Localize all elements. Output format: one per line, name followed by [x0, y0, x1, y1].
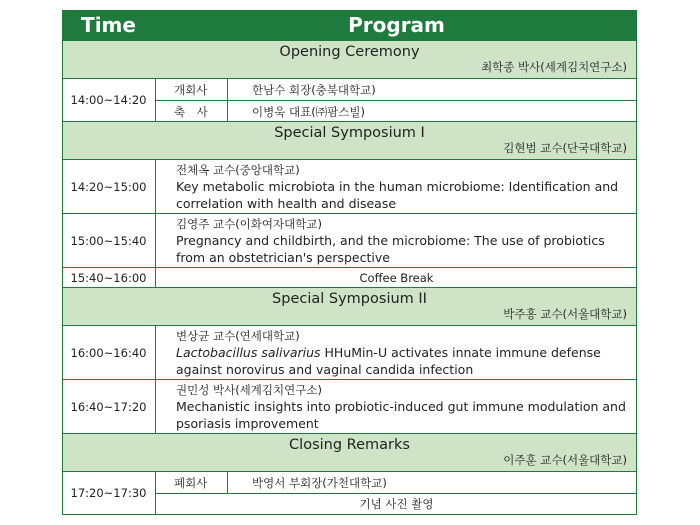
symposium1-section	[62, 122, 637, 159]
vline-opening	[155, 78, 156, 122]
opening-title: Opening Ceremony	[279, 44, 420, 60]
symposium1-title: Special Symposium I	[274, 125, 425, 141]
symposium2-title: Special Symposium II	[272, 291, 427, 307]
talk3-time: 16:00~16:40	[70, 345, 147, 360]
talk4-title-2: psoriasis improvement	[176, 416, 319, 431]
hline	[62, 471, 637, 472]
vline-header	[155, 10, 156, 41]
hline	[62, 325, 637, 326]
closing-time: 17:20~17:30	[70, 486, 147, 500]
hline	[62, 287, 637, 288]
talk4-time: 16:40~17:20	[70, 399, 147, 414]
opening-role-2: 축 사	[174, 105, 208, 119]
talk3-speaker: 변상균 교수(연세대학교)	[176, 329, 300, 343]
hline	[62, 78, 637, 79]
coffee-label: Coffee Break	[359, 270, 434, 285]
hline	[62, 213, 637, 214]
talk2-title-2: from an obstetrician's perspective	[176, 250, 390, 265]
hline	[62, 40, 637, 41]
vline-sym1	[155, 159, 156, 288]
vline-sym2	[155, 325, 156, 434]
opening-chair: 최학종 박사(세계김치연구소)	[481, 60, 627, 74]
symposium2-section	[62, 288, 637, 325]
hline	[62, 121, 637, 122]
hline	[62, 159, 637, 160]
border-outer-right	[636, 10, 637, 515]
closing-person: 박영서 부회장(가천대학교)	[252, 476, 387, 490]
talk2-time: 15:00~15:40	[70, 233, 147, 248]
coffee-time: 15:40~16:00	[70, 270, 147, 285]
vline-opening-role	[227, 78, 228, 122]
opening-person-2: 이병욱 대표(㈜팜스빌)	[252, 105, 365, 119]
symposium2-chair: 박주홍 교수(서울대학교)	[503, 307, 627, 321]
hline-inner	[156, 100, 637, 101]
time-header: Time	[62, 10, 155, 40]
opening-time: 14:00~14:20	[70, 93, 147, 107]
talk3-title-1	[176, 344, 601, 361]
closing-chair: 이주훈 교수(서울대학교)	[503, 453, 627, 467]
border-outer-bottom	[62, 514, 637, 515]
talk1-title-1: Key metabolic microbiota in the human microbiome: Identification and	[176, 179, 619, 194]
talk3-title-rest: HHuMin-U activates innate immune defense	[320, 345, 601, 360]
closing-role: 폐회사	[174, 476, 208, 490]
hline	[62, 379, 637, 380]
talk3-title-italic: Lactobacillus salivarius	[176, 345, 321, 360]
talk1-speaker: 전체옥 교수(중앙대학교)	[176, 163, 300, 177]
talk4-title-1: Mechanistic insights into probiotic-induced gut immune modulation and	[176, 399, 626, 414]
program-header: Program	[156, 10, 637, 40]
hline	[62, 267, 637, 268]
talk4-speaker: 권민성 박사(세계김치연구소)	[176, 383, 322, 397]
closing-section	[62, 434, 637, 471]
talk3-title-2: against norovirus and vaginal candida infection	[176, 362, 474, 377]
hline	[62, 433, 637, 434]
talk1-time: 14:20~15:00	[70, 179, 147, 194]
opening-person-1: 한남수 회장(충북대학교)	[252, 83, 376, 97]
talk1-title-2: correlation with health and disease	[176, 196, 397, 211]
closing-title: Closing Remarks	[289, 437, 410, 453]
symposium1-chair: 김현범 교수(단국대학교)	[503, 141, 627, 155]
talk2-speaker: 김영주 교수(이화여자대학교)	[176, 217, 322, 231]
opening-section	[62, 41, 637, 78]
vline-closing-role	[227, 471, 228, 494]
talk2-title-1: Pregnancy and childbirth, and the microbiome: The use of probiotics	[176, 233, 605, 248]
border-outer-left	[62, 10, 63, 515]
opening-role-1: 개회사	[174, 83, 208, 97]
closing-photo: 기념 사진 촬영	[359, 497, 434, 511]
hline-inner	[156, 493, 637, 494]
vline-closing	[155, 471, 156, 515]
border-outer-top	[62, 10, 637, 11]
